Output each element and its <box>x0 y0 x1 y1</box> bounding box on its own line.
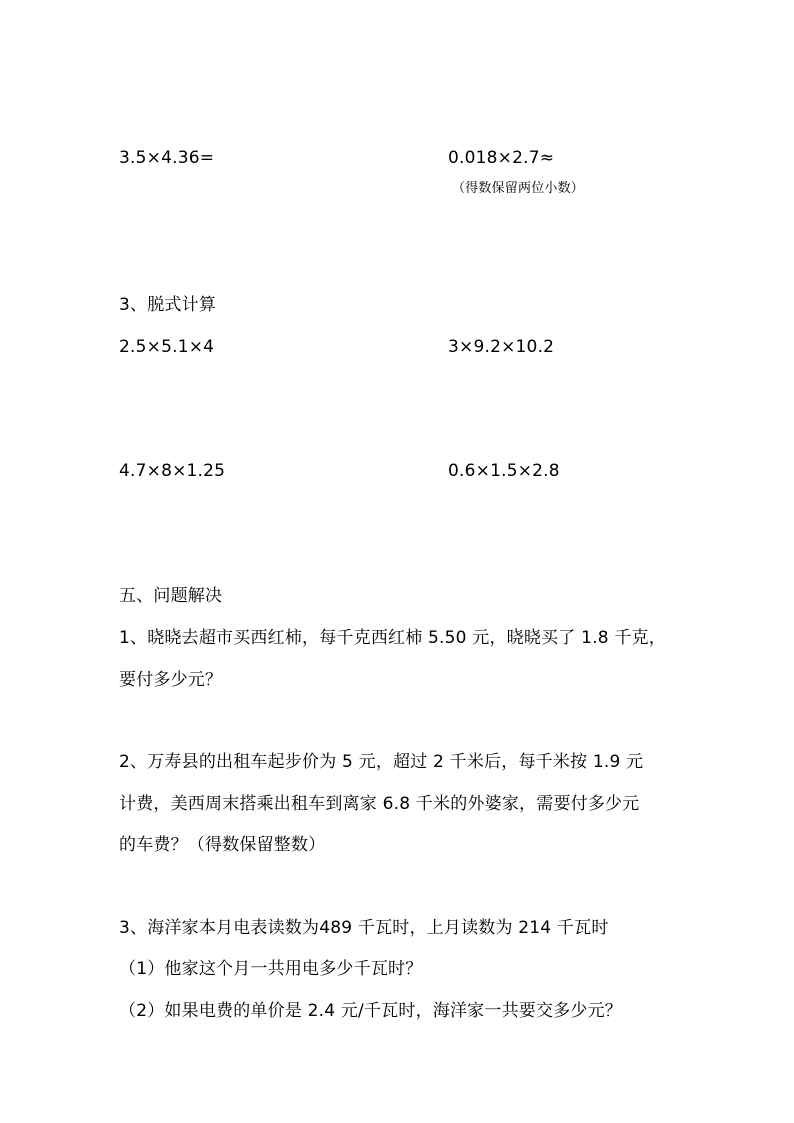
problem-multiply-1: 3.5×4.36= <box>119 148 215 168</box>
expression-1: 2.5×5.1×4 <box>119 337 215 357</box>
question-2-line-1: 2、万寿县的出租车起步价为 5 元，超过 2 千米后，每千米按 1.9 元 <box>119 752 644 772</box>
question-1-line-2: 要付多少元？ <box>119 670 223 690</box>
question-3-line-1: 3、海洋家本月电表读数为489 千瓦时，上月读数为 214 千瓦时 <box>119 918 609 938</box>
expression-4: 0.6×1.5×2.8 <box>448 461 560 481</box>
question-3-sub-2: （2）如果电费的单价是 2.4 元/千瓦时，海洋家一共要交多少元？ <box>119 1001 622 1021</box>
problem-multiply-2: 0.018×2.7≈ <box>448 148 555 168</box>
question-2-line-3: 的车费？（得数保留整数） <box>119 835 326 855</box>
question-1-line-1: 1、晓晓去超市买西红柿，每千克西红柿 5.50 元，晓晓买了 1.8 千克， <box>119 628 666 648</box>
expression-3: 4.7×8×1.25 <box>119 461 226 481</box>
section-title-problem-solving: 五、问题解决 <box>119 586 223 606</box>
section-title-step-calculation: 3、脱式计算 <box>119 295 217 315</box>
question-3-sub-1: （1）他家这个月一共用电多少千瓦时？ <box>119 959 423 979</box>
question-2-line-2: 计费，美西周末搭乘出租车到离家 6.8 千米的外婆家，需要付多少元 <box>119 794 640 814</box>
expression-2: 3×9.2×10.2 <box>448 337 555 357</box>
rounding-note: （得数保留两位小数） <box>452 181 585 196</box>
